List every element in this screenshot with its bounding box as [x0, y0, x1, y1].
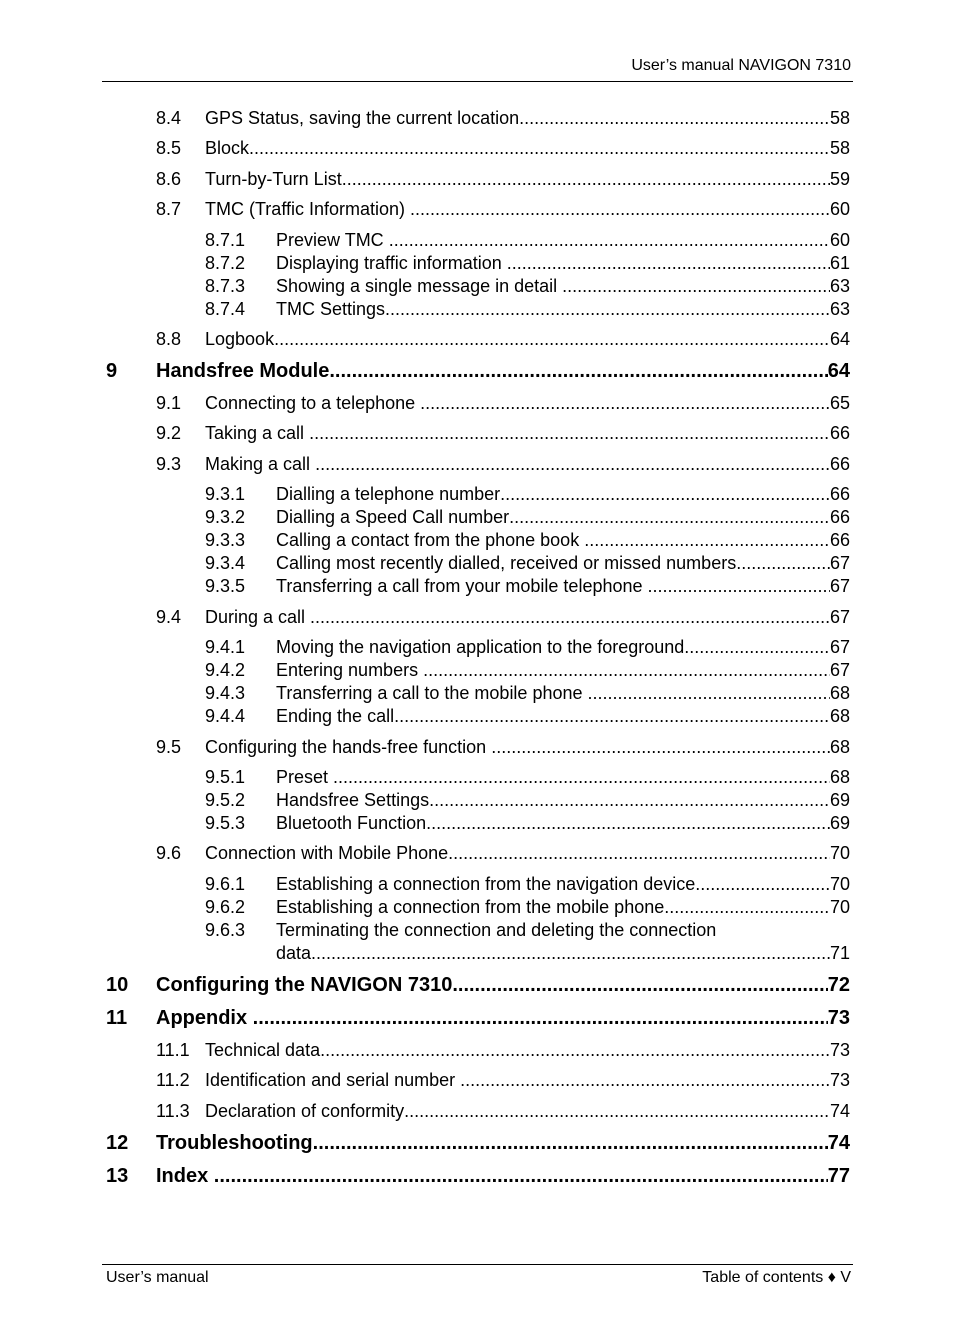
toc-entry-page: 66 [829, 507, 850, 527]
toc-entry-page: 70 [829, 897, 850, 917]
toc-entry[interactable] [205, 705, 850, 727]
toc-entry-page: 68 [829, 683, 850, 703]
dot-leader [214, 1165, 828, 1187]
toc-entry-number: 9.6.2 [205, 897, 246, 917]
dot-leader [404, 1100, 830, 1122]
toc-entry[interactable] [106, 1165, 850, 1187]
toc-entry[interactable] [156, 1069, 850, 1091]
toc-entry-title: During a call [205, 607, 311, 627]
toc-entry[interactable] [156, 392, 850, 414]
toc-entry-number: 9.6 [156, 843, 182, 863]
toc-entry-number: 9.4 [156, 607, 182, 627]
dot-leader [410, 198, 830, 220]
dot-leader [426, 812, 830, 834]
dot-leader [389, 229, 830, 251]
toc-entry-page: 72 [827, 974, 850, 996]
toc-entry[interactable] [205, 575, 850, 597]
toc-entry-page: 73 [829, 1070, 850, 1090]
toc-entry-page: 67 [829, 637, 850, 657]
toc-entry-page: 65 [829, 393, 850, 413]
toc-entry[interactable] [205, 483, 850, 505]
toc-entry[interactable] [205, 229, 850, 251]
toc-entry[interactable] [205, 919, 850, 963]
toc-entry-title: Troubleshooting [156, 1132, 313, 1154]
dot-leader [588, 682, 830, 704]
toc-entry-number: 9.4.3 [205, 683, 246, 703]
toc-entry-number: 8.7.1 [205, 230, 246, 250]
toc-entry-number: 9.6.1 [205, 874, 246, 894]
dot-leader [423, 659, 830, 681]
toc-entry-page: 68 [829, 767, 850, 787]
toc-entry-number: 13 [106, 1165, 129, 1187]
toc-entry-title: Terminating the connection and deleting the connection [276, 920, 717, 940]
toc-entry-title: TMC (Traffic Information) [205, 199, 411, 219]
dot-leader [385, 298, 830, 320]
toc-entry-number: 8.7 [156, 199, 182, 219]
toc-entry-page: 60 [829, 230, 850, 250]
dot-leader [274, 328, 830, 350]
toc-entry-number: 9.3.3 [205, 530, 246, 550]
dot-leader [249, 137, 830, 159]
toc-entry[interactable] [205, 812, 850, 834]
toc-entry[interactable] [156, 736, 850, 758]
toc-entry-number: 8.7.4 [205, 299, 246, 319]
toc-entry-number: 8.5 [156, 138, 182, 158]
toc-entry[interactable] [156, 842, 850, 864]
toc-entry-number: 11.3 [156, 1101, 190, 1121]
toc-entry-title: Showing a single message in detail [276, 276, 563, 296]
dot-leader [313, 1132, 828, 1154]
toc-entry-page: 58 [829, 108, 850, 128]
toc-entry-title: Handsfree Settings [276, 790, 430, 810]
toc-entry[interactable] [205, 766, 850, 788]
dot-leader [584, 529, 830, 551]
toc-entry-number: 8.7.2 [205, 253, 246, 273]
toc-entry-page: 73 [829, 1040, 850, 1060]
toc-entry[interactable] [205, 682, 850, 704]
toc-entry-page: 69 [829, 813, 850, 833]
toc-entry-title: Declaration of conformity [205, 1101, 405, 1121]
toc-entry-page: 70 [829, 843, 850, 863]
dot-leader [452, 974, 827, 996]
toc-entry-title: Dialling a Speed Call number [276, 507, 510, 527]
toc-entry-number: 11.1 [156, 1040, 190, 1060]
toc-entry-title: Taking a call [205, 423, 310, 443]
dot-leader [460, 1069, 830, 1091]
toc-entry[interactable] [205, 873, 850, 895]
dot-leader [253, 1007, 828, 1029]
toc-entry[interactable] [205, 506, 850, 528]
toc-entry-page: 66 [829, 454, 850, 474]
toc-entry[interactable] [156, 453, 850, 475]
toc-entry[interactable] [106, 360, 850, 382]
toc-entry-page: 66 [829, 423, 850, 443]
dot-leader [736, 552, 830, 574]
page-header [102, 57, 853, 82]
toc-entry-page: 66 [829, 530, 850, 550]
dot-leader [562, 275, 830, 297]
toc-entry-number: 9.6.3 [205, 920, 246, 940]
toc-entry[interactable] [205, 659, 850, 681]
footer-right: Table of contents ♦ V [702, 1269, 851, 1286]
dot-leader [429, 789, 830, 811]
toc-entry-number: 9.4.1 [205, 637, 246, 657]
toc-entry-title: Handsfree Module [156, 360, 330, 382]
toc-entry[interactable] [156, 198, 850, 220]
dot-leader [342, 168, 830, 190]
toc-entry[interactable] [156, 422, 850, 444]
toc-entry-number: 9.4.4 [205, 706, 246, 726]
dot-leader [507, 252, 830, 274]
toc-entry-number: 10 [106, 974, 129, 996]
toc-entry[interactable] [156, 1039, 850, 1061]
toc-entry[interactable] [205, 636, 850, 658]
toc-entry-page: 64 [829, 329, 850, 349]
toc-entry-title: Turn-by-Turn List [205, 169, 342, 189]
toc-entry-page: 77 [827, 1165, 850, 1187]
toc-entry-number: 9.3.4 [205, 553, 246, 573]
dot-leader [315, 453, 830, 475]
toc-entry-page: 64 [827, 360, 850, 382]
toc-entry-page: 69 [829, 790, 850, 810]
dot-leader [664, 896, 830, 918]
toc-entry-title: Technical data [205, 1040, 321, 1060]
toc-entry-number: 9 [106, 360, 118, 382]
dot-leader [491, 736, 830, 758]
toc-entry-title: Moving the navigation application to the foreground [276, 637, 685, 657]
toc-entry[interactable] [205, 275, 850, 297]
toc-entry-title: Identification and serial number [205, 1070, 461, 1090]
toc-entry-number: 9.5.3 [205, 813, 246, 833]
toc-entry-page: 63 [829, 276, 850, 296]
toc-entry-title: Connecting to a telephone [205, 393, 421, 413]
toc-entry-page: 71 [829, 943, 850, 963]
toc-entry-number: 11 [106, 1007, 128, 1029]
toc-entry-number: 8.8 [156, 329, 182, 349]
toc-entry-title: Transferring a call from your mobile telephone [276, 576, 648, 596]
toc-entry-title: Calling a contact from the phone book [276, 530, 585, 550]
toc-entry-number: 9.1 [156, 393, 182, 413]
dot-leader [333, 766, 830, 788]
toc-entry-page: 68 [829, 706, 850, 726]
toc-entry-number: 9.5.1 [205, 767, 246, 787]
dot-leader [448, 842, 830, 864]
toc-entry[interactable] [106, 1132, 850, 1154]
toc-entry-title-continuation: data [276, 943, 312, 963]
toc-entry-title: Bluetooth Function [276, 813, 427, 833]
dot-leader [420, 392, 830, 414]
toc-entry[interactable] [156, 107, 850, 129]
toc-entry-number: 9.3.5 [205, 576, 246, 596]
toc-entry-page: 67 [829, 660, 850, 680]
toc-entry-title: Displaying traffic information [276, 253, 507, 273]
toc-entry-page: 68 [829, 737, 850, 757]
toc-entry-title: Transferring a call to the mobile phone [276, 683, 588, 703]
toc-entry[interactable] [156, 606, 850, 628]
toc-entry-number: 9.2 [156, 423, 182, 443]
toc-entry-title: Logbook [205, 329, 275, 349]
toc-entry[interactable] [205, 252, 850, 274]
toc-entry[interactable] [205, 552, 850, 574]
dot-leader [500, 483, 830, 505]
dot-leader [309, 422, 830, 444]
toc-entry-title: Block [205, 138, 250, 158]
toc-entry-title: Ending the call [276, 706, 395, 726]
toc-entry-number: 8.6 [156, 169, 182, 189]
toc-entry-page: 70 [829, 874, 850, 894]
toc-entry-title: Preview TMC [276, 230, 389, 250]
toc-entry[interactable] [106, 1007, 850, 1029]
toc-entry-page: 67 [829, 576, 850, 596]
toc-entry-page: 67 [829, 553, 850, 573]
dot-leader [519, 107, 830, 129]
toc-entry-title: Preset [276, 767, 334, 787]
dot-leader [684, 636, 830, 658]
toc-entry-title: Index [156, 1165, 214, 1187]
toc-entry-title: Dialling a telephone number [276, 484, 501, 504]
header-title: User’s manual NAVIGON 7310 [631, 57, 851, 74]
footer-left: User’s manual [106, 1269, 209, 1286]
toc-entry[interactable] [156, 168, 850, 190]
toc-entry-page: 66 [829, 484, 850, 504]
toc-entry-page: 73 [827, 1007, 850, 1029]
toc-entry-page: 58 [829, 138, 850, 158]
toc-entry-page: 59 [829, 169, 850, 189]
dot-leader [648, 575, 830, 597]
toc-entry[interactable] [156, 137, 850, 159]
toc-entry-number: 9.3 [156, 454, 182, 474]
toc-entry-title: Calling most recently dialled, received or missed numbers [276, 553, 737, 573]
dot-leader [509, 506, 830, 528]
toc-entry-number: 9.4.2 [205, 660, 246, 680]
toc-entry[interactable] [156, 1100, 850, 1122]
dot-leader [695, 873, 830, 895]
dot-leader [329, 360, 827, 382]
dot-leader [320, 1039, 830, 1061]
toc-entry-number: 8.7.3 [205, 276, 246, 296]
toc-entry-page: 74 [829, 1101, 850, 1121]
toc-entry-number: 9.3.2 [205, 507, 246, 527]
toc-entry-number: 9.5.2 [205, 790, 246, 810]
toc-entry[interactable] [205, 298, 850, 320]
toc-entry-page: 74 [827, 1132, 850, 1154]
toc-entry-page: 60 [829, 199, 850, 219]
toc-entry[interactable] [106, 974, 850, 996]
toc-entry-page: 61 [829, 253, 850, 273]
toc-entry-title: Entering numbers [276, 660, 424, 680]
toc-entry-title: Configuring the NAVIGON 7310 [156, 974, 453, 996]
toc-entry-title: Establishing a connection from the navigation device [276, 874, 696, 894]
toc-entry-title: Establishing a connection from the mobile phone [276, 897, 665, 917]
toc-entry-title: TMC Settings [276, 299, 386, 319]
toc-entry[interactable] [156, 328, 850, 350]
toc-entry[interactable] [205, 896, 850, 918]
toc-entry-page: 63 [829, 299, 850, 319]
toc-entry-number: 8.4 [156, 108, 182, 128]
toc-entry-title: Configuring the hands-free function [205, 737, 492, 757]
dot-leader [394, 705, 830, 727]
toc-entry-title: Making a call [205, 454, 316, 474]
dot-leader [310, 606, 830, 628]
toc-entry-number: 9.5 [156, 737, 182, 757]
toc-entry[interactable] [205, 789, 850, 811]
toc-entry[interactable] [205, 529, 850, 551]
toc-entry-title: Connection with Mobile Phone [205, 843, 449, 863]
toc-entry-page: 67 [829, 607, 850, 627]
toc-entry-number: 9.3.1 [205, 484, 246, 504]
toc-entry-number: 11.2 [156, 1070, 190, 1090]
toc-entry-title: GPS Status, saving the current location [205, 108, 520, 128]
toc-entry-title: Appendix [156, 1007, 253, 1029]
toc-entry-number: 12 [106, 1132, 129, 1154]
page-footer [102, 1264, 853, 1286]
dot-leader [311, 942, 830, 964]
